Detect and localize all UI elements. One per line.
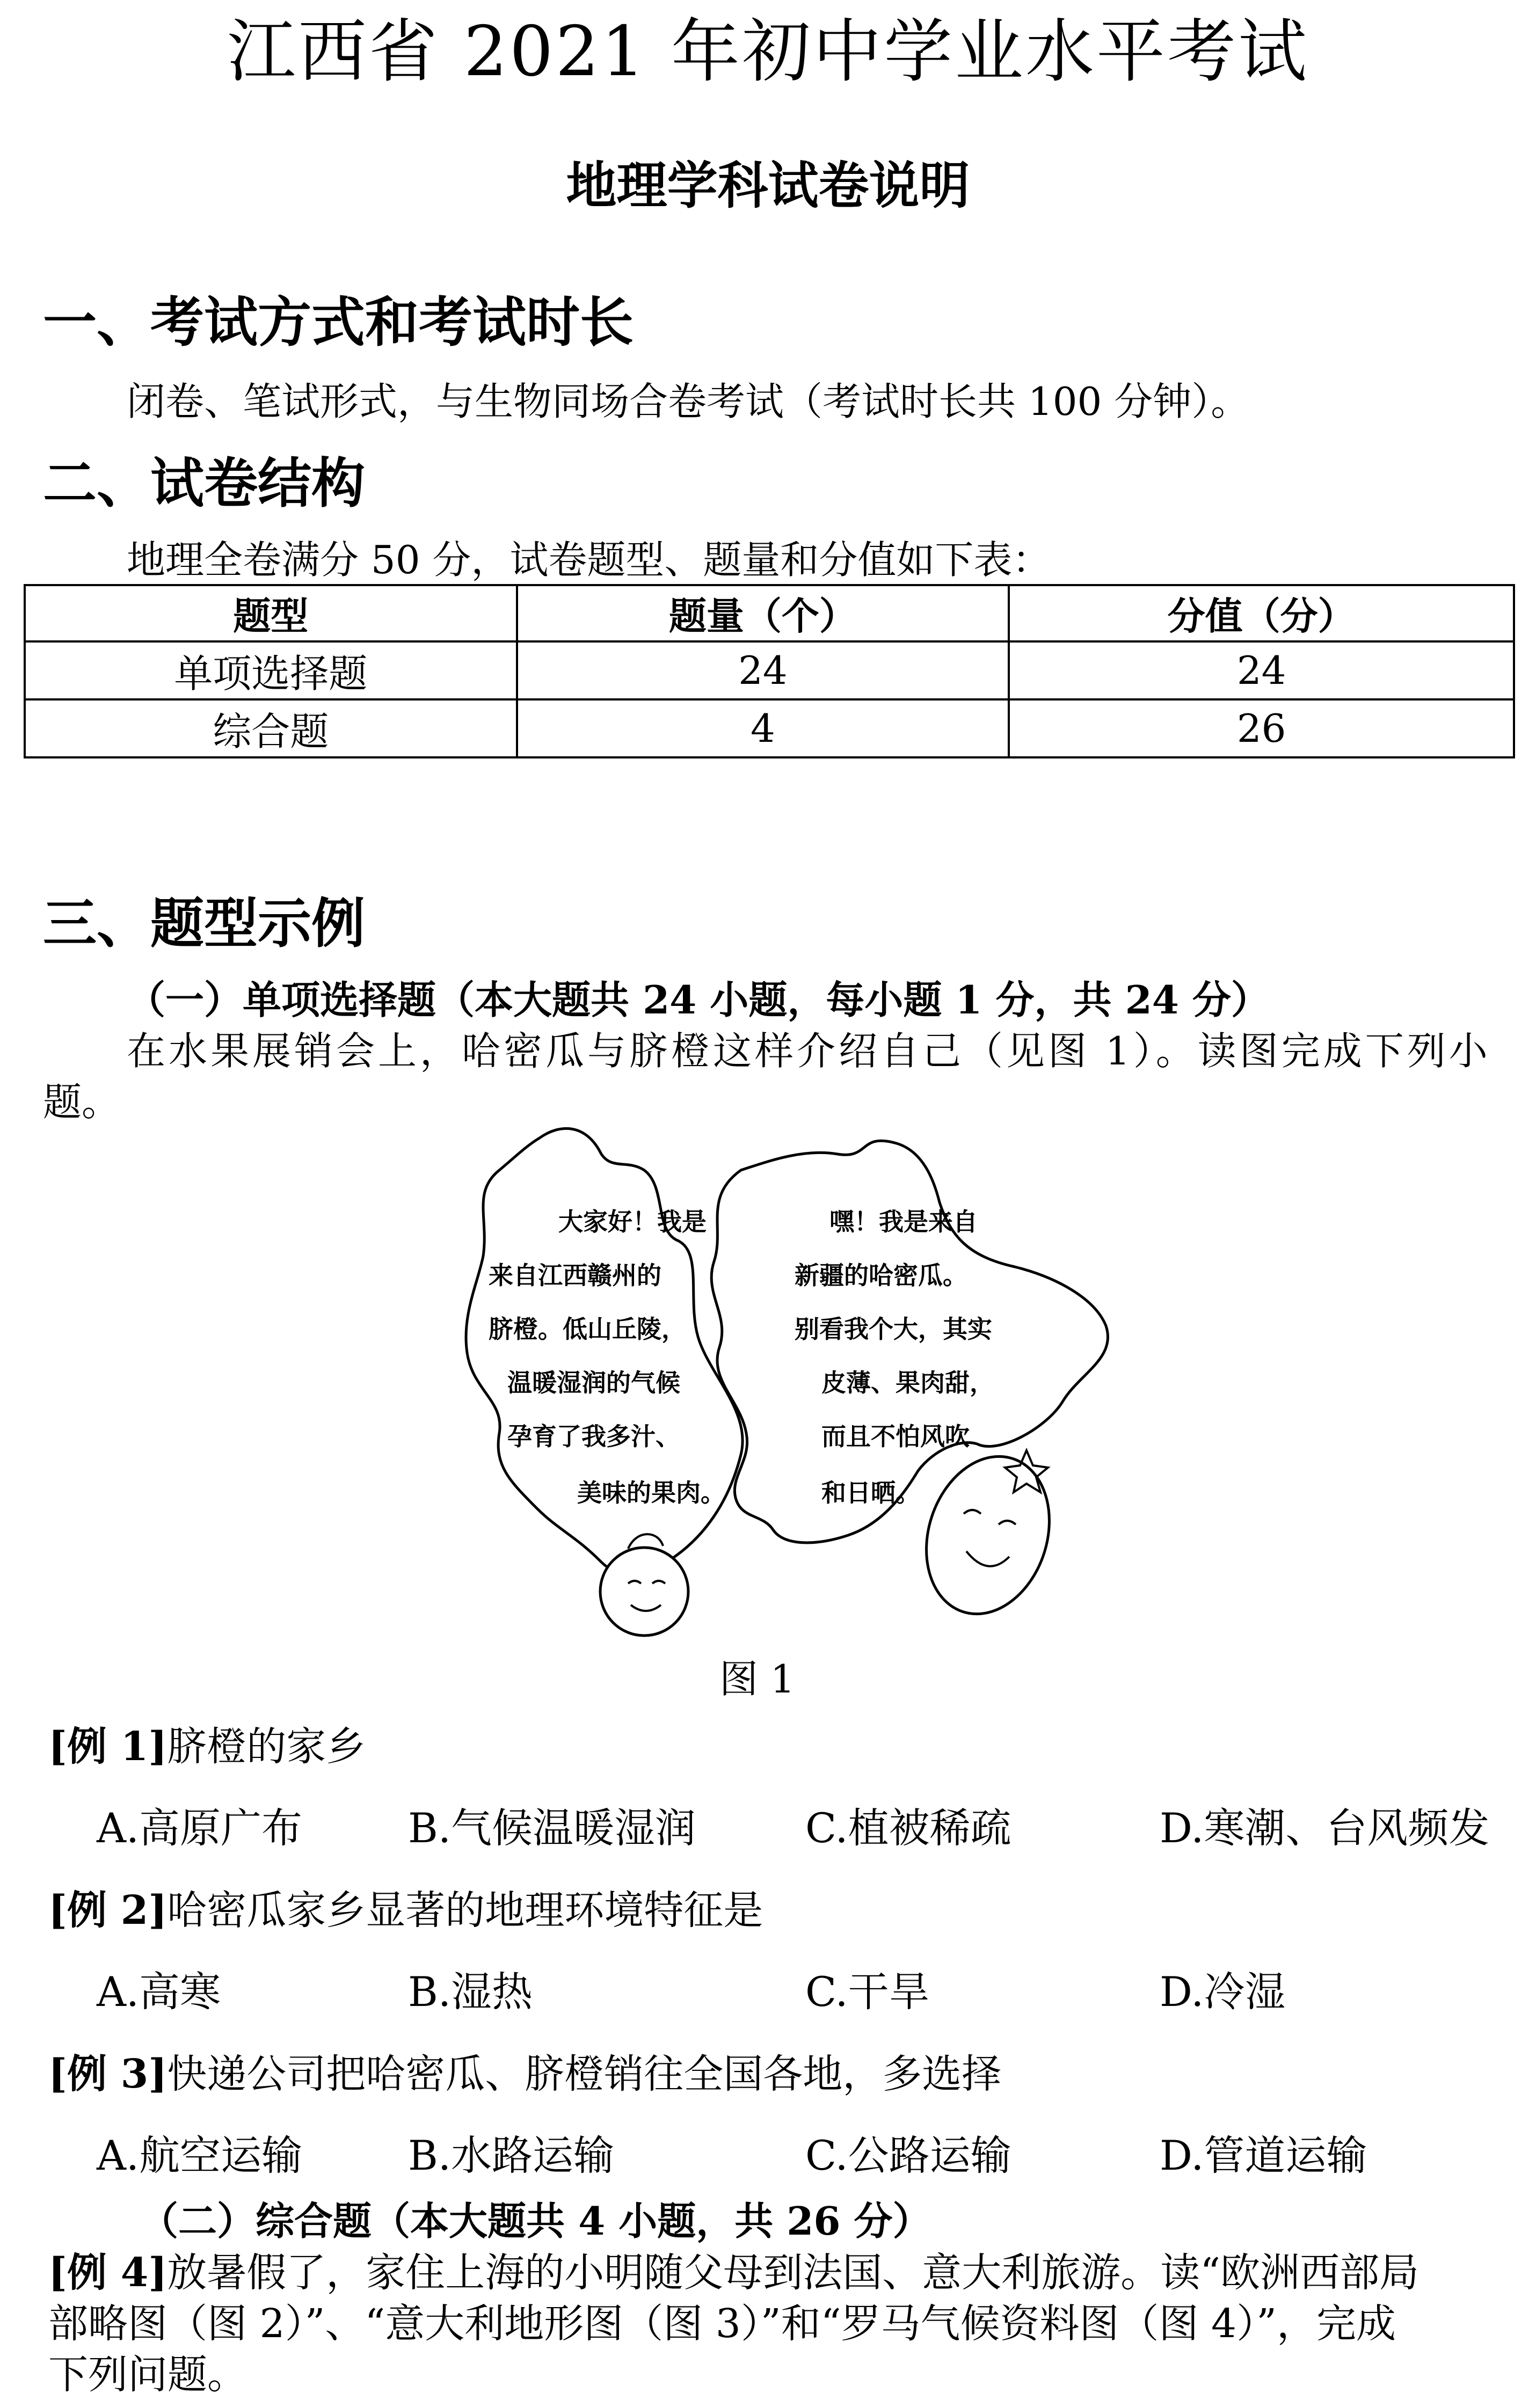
example-4-line-3: 下列问题。 xyxy=(48,2352,247,2398)
section1-text: 闭卷、笔试形式，与生物同场合卷考试（考试时长共 100 分钟）。 xyxy=(127,379,1250,424)
table-header-row xyxy=(25,585,1514,641)
melon-speech-line: 而且不怕风吹 xyxy=(821,1422,970,1451)
orange-speech-line: 大家好！我是 xyxy=(558,1207,707,1236)
table-row xyxy=(25,641,1514,699)
table-cell: 单项选择题 xyxy=(25,641,517,699)
option-d[interactable]: D.冷湿 xyxy=(1160,1968,1286,2016)
part1-heading: （一）单项选择题（本大题共 24 小题，每小题 1 分，共 24 分） xyxy=(127,977,1270,1023)
melon-speech-line: 新疆的哈密瓜。 xyxy=(795,1261,967,1290)
score-table xyxy=(24,584,1515,758)
example-3 xyxy=(48,2042,1001,2099)
example-2 xyxy=(48,1879,763,1936)
example-1 xyxy=(48,1715,366,1772)
example-label: [例 3] xyxy=(48,2051,168,2097)
orange-speech-line: 脐橙。低山丘陵， xyxy=(489,1315,686,1344)
orange-speech-line: 孕育了我多汁、 xyxy=(507,1422,680,1451)
example-stem: 快递公司把哈密瓜、脐橙销往全国各地，多选择 xyxy=(167,2051,1002,2097)
table-cell: 26 xyxy=(1009,699,1514,757)
option-a[interactable]: A.航空运输 xyxy=(97,2132,303,2179)
option-b[interactable]: B.水路运输 xyxy=(408,2132,615,2179)
example-label: [例 1] xyxy=(48,1724,168,1770)
page-subtitle: 地理学科试卷说明 xyxy=(566,157,970,215)
example-stem: 脐橙的家乡 xyxy=(167,1724,366,1770)
orange-speech-line: 美味的果肉。 xyxy=(577,1478,725,1507)
intro-line-1: 在水果展销会上，哈密瓜与脐橙这样介绍自己（见图 1）。读图完成下列小 xyxy=(127,1028,1491,1074)
table-header-cell: 题量（个） xyxy=(517,585,1009,641)
option-d[interactable]: D.寒潮、台风频发 xyxy=(1160,1804,1490,1852)
table-row xyxy=(25,699,1514,757)
orange-face-icon xyxy=(600,1534,688,1636)
example-stem: 放暑假了，家住上海的小明随父母到法国、意大利旅游。读“欧洲西部局 xyxy=(167,2250,1419,2296)
example-label: [例 4] xyxy=(48,2250,168,2296)
figure-caption: 图 1 xyxy=(719,1657,795,1702)
melon-speech-line: 皮薄、果肉甜， xyxy=(821,1368,994,1397)
section3-heading: 三、题型示例 xyxy=(43,892,365,955)
melon-face-icon xyxy=(907,1440,1069,1630)
table-cell: 24 xyxy=(1009,641,1514,699)
option-d[interactable]: D.管道运输 xyxy=(1160,2132,1367,2179)
part2-heading: （二）综合题（本大题共 4 小题，共 26 分） xyxy=(140,2198,931,2244)
orange-speech-line: 温暖湿润的气候 xyxy=(507,1368,680,1397)
section2-heading: 二、试卷结构 xyxy=(43,452,365,515)
example-4-line-2: 部略图（图 2）”、“意大利地形图（图 3）”和“罗马气候资料图（图 4）”，完成 xyxy=(48,2301,1396,2347)
example-label: [例 2] xyxy=(48,1887,168,1933)
orange-speech-line: 来自江西赣州的 xyxy=(489,1261,661,1290)
section1-heading: 一、考试方式和考试时长 xyxy=(43,291,634,354)
page-title: 江西省 2021 年初中学业水平考试 xyxy=(227,12,1309,92)
example-stem: 哈密瓜家乡显著的地理环境特征是 xyxy=(167,1887,763,1933)
melon-speech-line: 别看我个大，其实 xyxy=(795,1315,992,1344)
option-c[interactable]: C.公路运输 xyxy=(805,2132,1011,2179)
option-b[interactable]: B.气候温暖湿润 xyxy=(408,1804,696,1852)
melon-speech-line: 嘿！我是来自 xyxy=(829,1207,978,1236)
intro-line-2: 题。 xyxy=(43,1079,121,1125)
option-b[interactable]: B.湿热 xyxy=(408,1968,533,2016)
table-header-cell: 分值（分） xyxy=(1009,585,1514,641)
table-cell: 综合题 xyxy=(25,699,517,757)
section2-text: 地理全卷满分 50 分，试卷题型、题量和分值如下表： xyxy=(127,537,1051,582)
option-c[interactable]: C.干旱 xyxy=(805,1968,930,2016)
example-4 xyxy=(48,2241,1419,2298)
option-c[interactable]: C.植被稀疏 xyxy=(805,1804,1011,1852)
table-cell: 4 xyxy=(517,699,1009,757)
option-a[interactable]: A.高原广布 xyxy=(97,1804,303,1852)
option-a[interactable]: A.高寒 xyxy=(97,1968,221,2016)
melon-speech-line: 和日晒。 xyxy=(821,1478,920,1507)
table-header-cell: 题型 xyxy=(25,585,517,641)
table-cell: 24 xyxy=(517,641,1009,699)
